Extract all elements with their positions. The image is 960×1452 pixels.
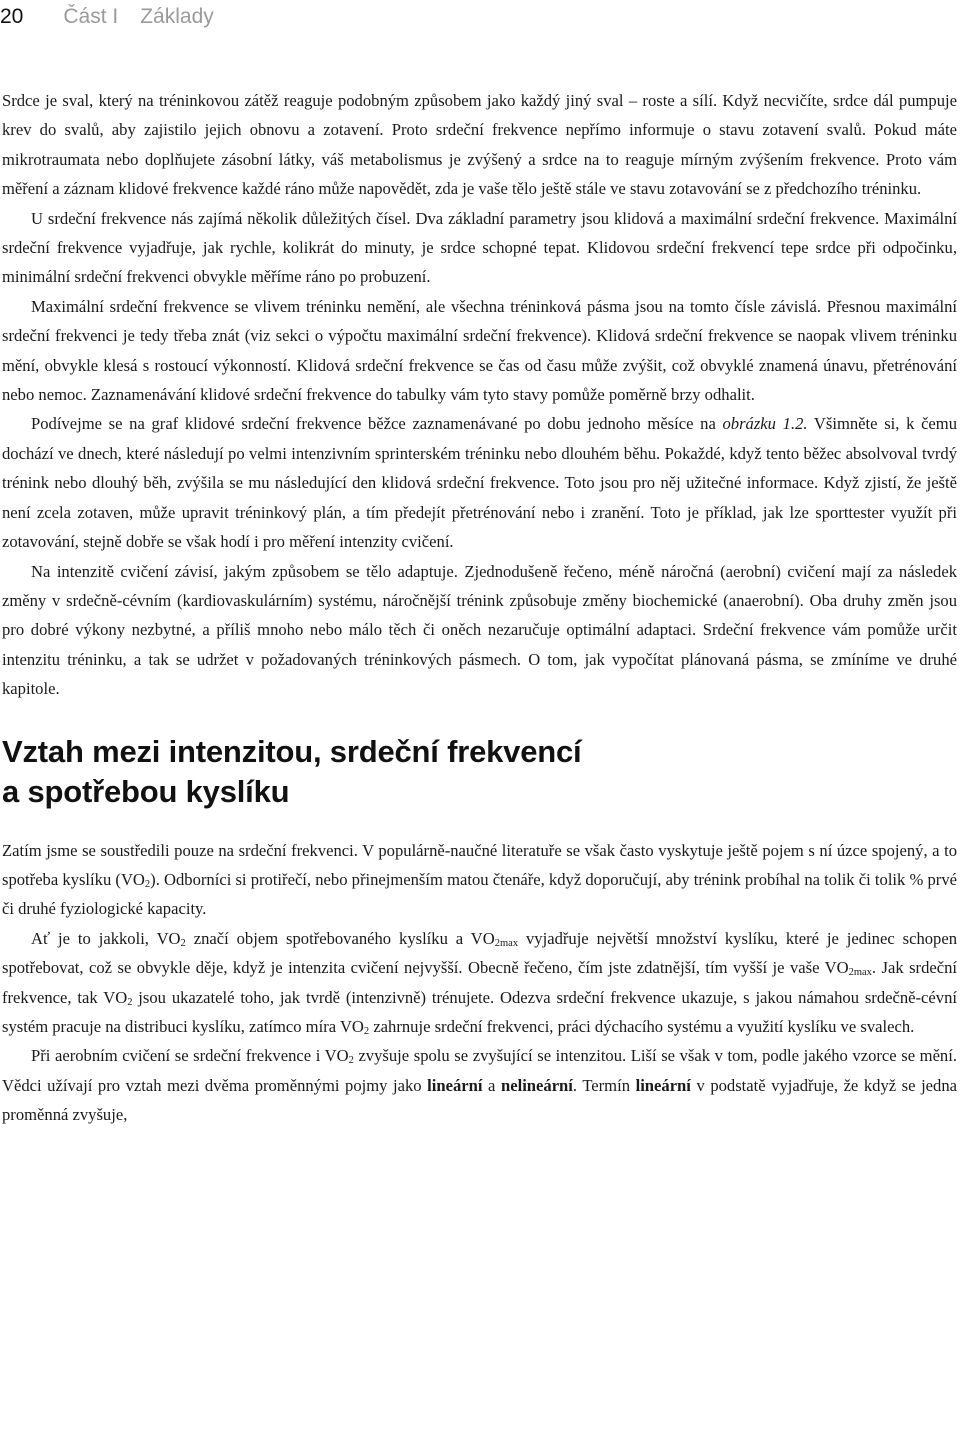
subscript: 2 <box>363 1025 370 1037</box>
section-paragraph-1: Zatím jsme se soustředili pouze na srdeční frekvenci. V populárně-naučné literatuře se však často vyskytuje ještě pojem s ní úzce spojený, a to spotřeba kyslíku $(VO_2)$. Odborníci si protiřečí, nebo přinejmenším matou čtenáře, když doporučují, aby trénink probíhal na tolik či tolik % prvé či druhé fyziologické kapacity. <box>2 840 957 919</box>
subscript: 2max <box>848 967 872 979</box>
paragraph-4: Podívejme se na graf klidové srdeční frekvence běžce zaznamenávané po dobu jednoho měsíce na obrázku 1.2. Všimněte si, k čemu dochází ve dnech, které následují po velmi intenzivním sprinterském tréninku nebo dlouhém běhu. Pokaždé, když tento běžec absolvoval tvrdý trénink nebo dlouhý běh, zvýšila se mu následující den klidová srdeční frekvence. Toto jsou pro něj užitečné informace. Když zjistí, že ještě není zcela zotaven, může upravit tréninkový plán, a tím předejít přetrénování nebo i zranění. Toto je příklad, jak lze sporttester využít při zotavování, stejně dobře se však hodí i pro měření intenzity cvičení. <box>2 414 957 552</box>
term-linear: lineární <box>635 1075 691 1095</box>
section-heading-line-2: a spotřebou kyslíku <box>2 773 290 809</box>
paragraph-1: Srdce je sval, který na tréninkovou zátěž reaguje podobným způsobem jako každý jiný sval – roste a sílí. Když necvičíte, srdce dál pumpuje krev do svalů, aby zajistilo jejich obnovu a zotavení. Proto srdeční frekvence nepřímo informuje o stavu zotavení svalů. Pokud máte mikrotraumata nebo doplňujete zásobní látky, váš metabolismus je zvýšený a srdce na to reaguje mírným zvýšením frekvence. Proto vám měření a záznam klidové frekvence každé ráno může napovědět, zda je vaše tělo ještě stále ve stavu zotavování se z předchozího tréninku. <box>2 91 957 199</box>
paragraph-2: U srdeční frekvence nás zajímá několik důležitých čísel. Dva základní parametry jsou klidová a maximální srdeční frekvence. Maximální srdeční frekvence vyjadřuje, jak rychle, kolikrát do minuty, je srdce schopné tepat. Klidovou srdeční frekvencí tepe srdce při odpočinku, minimální srdeční frekvenci obvykle měříme ráno po probuzení. <box>2 208 957 287</box>
paragraph-3: Maximální srdeční frekvence se vlivem tréninku nemění, ale všechna tréninková pásma jsou na tomto čísle závislá. Přesnou maximální srdeční frekvenci je tedy třeba znát (viz sekci o výpočtu maximální srdeční frekvence). Klidová srdeční frekvence se naopak vlivem tréninku mění, obvykle klesá s rostoucí výkonností. Klidová srdeční frekvence se čas od času může zvýšit, což obvyklé znamená únavu, přetrénování nebo nemoc. Zaznamenávání klidové srdeční frekvence do tabulky vám tyto stavy pomůže poměrně brzy odhalit. <box>2 296 957 405</box>
chapter-label: Základy <box>140 5 214 28</box>
section-paragraph-3: Při aerobním cvičení se srdeční frekvence i $VO_2$ zvyšuje spolu se zvyšující se intenzitou. Liší se však v tom, podle jakého vzorce se mění. Vědci užívají pro vztah mezi dvěma proměnnými pojmy jako lineární a nelineární. Termín lineární v podstatě vyjadřuje, že když se jedna proměnná zvyšuje, <box>2 1046 958 1125</box>
subscript: 2 <box>127 996 133 1008</box>
subscript: 2 <box>144 878 151 890</box>
subscript: 2 <box>180 937 186 949</box>
subscript: 2 <box>348 1055 354 1067</box>
body-text <box>2 86 957 1130</box>
section-paragraph-2: Ať je to jakkoli, $VO_2$ značí objem spotřebovaného kyslíku a $VO_{2max}$ vyjadřuje největší množství kyslíku, které je jedinec schopen spotřebovat, což se obvykle děje, když je intenzita cvičení nejvyšší. Obecně řečeno, čím jste zdatnější, tím vyšší je vaše $VO_{2max}$. Jak srdeční frekvence, tak $VO_2$ jsou ukazatelé toho, jak tvrdě (intenzivně) trénujete. Odezva srdeční frekvence ukazuje, s jakou námahou srdečně-cévní systém pracuje na distribuci kyslíku, zatímco míra $VO_2$ zahrnuje srdeční frekvenci, práci dýchacího systému a využití kyslíku ve svalech. <box>2 928 958 1037</box>
page-number: 20 <box>0 5 24 28</box>
section-heading-line-1: Vztah mezi intenzitou, srdeční frekvencí <box>2 733 582 769</box>
term-linear: lineární <box>427 1075 483 1095</box>
section-heading <box>2 732 957 812</box>
paragraph-5: Na intenzitě cvičení závisí, jakým způsobem se tělo adaptuje. Zjednodušeně řečeno, méně náročná (aerobní) cvičení mají za následek změny v srdečně-cévním (kardiovaskulárním) systému, náročnější trénink způsobuje změny biochemické (anaerobní). Oba druhy změn jsou pro dobré výkony nezbytné, a příliš mnoho nebo málo těch či oněch nezaručuje optimální adaptaci. Srdeční frekvence vám pomůže určit intenzitu tréninku, a tak se udržet v požadovaných tréninkových pásmech. O tom, jak vypočítat plánovaná pásma, se zmíníme ve druhé kapitole. <box>2 561 957 699</box>
term-nonlinear: nelineární <box>500 1075 573 1095</box>
running-head <box>0 2 214 32</box>
figure-reference: obrázku 1.2. <box>722 414 808 434</box>
part-label: Část I <box>63 5 119 28</box>
subscript: 2max <box>494 937 519 949</box>
